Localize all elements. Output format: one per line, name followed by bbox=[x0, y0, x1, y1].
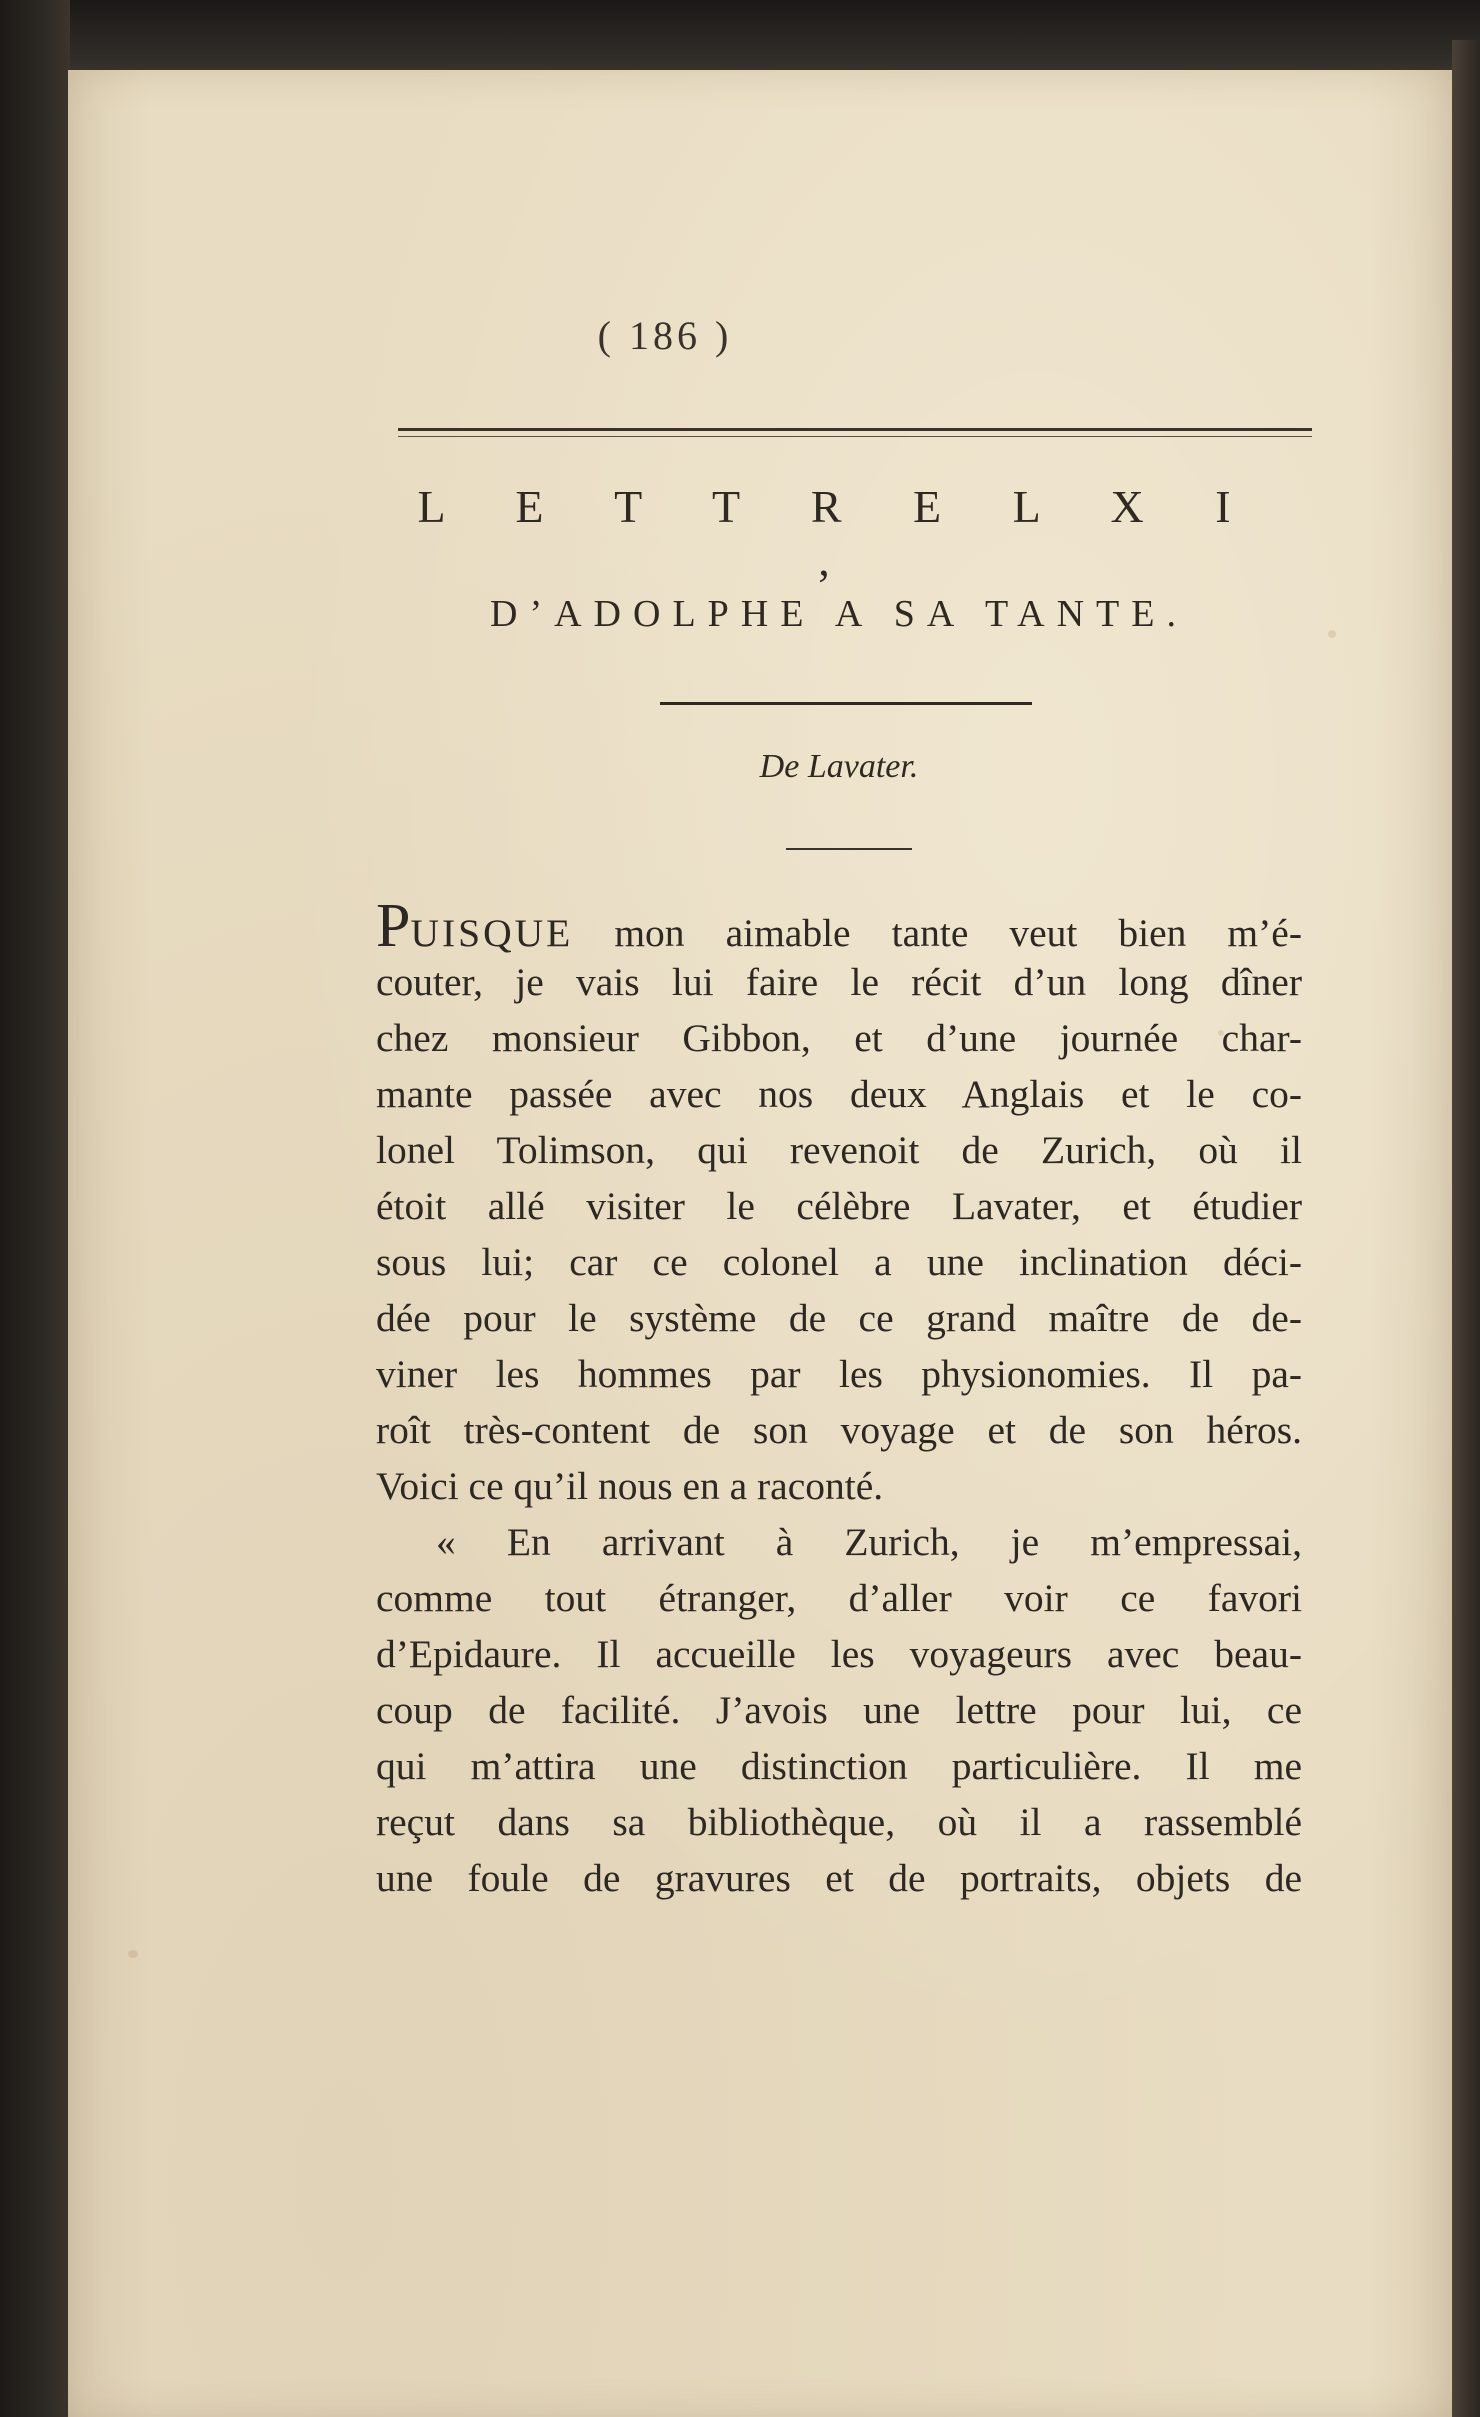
binding-top-edge bbox=[0, 0, 1480, 75]
text-line: chez monsieur Gibbon, et d’une journée char- bbox=[376, 1016, 1302, 1060]
short-rule bbox=[786, 848, 912, 850]
text-line: d’Epidaure. Il accueille les voyageurs avec beau- bbox=[376, 1632, 1302, 1676]
text-line: dée pour le système de ce grand maître de de- bbox=[376, 1296, 1302, 1340]
text-line: viner les hommes par les physionomies. Il pa- bbox=[376, 1352, 1302, 1396]
text-line: une foule de gravures et de portraits, objets de bbox=[376, 1856, 1302, 1900]
foxing-spot bbox=[1328, 630, 1336, 638]
text-line: lonel Tolimson, qui revenoit de Zurich, où il bbox=[376, 1128, 1302, 1172]
initial-capital: P bbox=[376, 892, 411, 960]
text-line: couter, je vais lui faire le récit d’un long dîner bbox=[376, 960, 1302, 1004]
text-line: « En arrivant à Zurich, je m’empressai, bbox=[436, 1520, 1302, 1564]
line-text: mon aimable tante veut bien m’é- bbox=[573, 911, 1302, 955]
text-line: étoit allé visiter le célèbre Lavater, et étudier bbox=[376, 1184, 1302, 1228]
letter-heading: L E T T R E L X I , bbox=[417, 481, 1261, 585]
text-line: coup de facilité. J’avois une lettre pour lui, ce bbox=[376, 1688, 1302, 1732]
binding-left-edge bbox=[0, 0, 70, 2417]
letter-place: De Lavater. bbox=[759, 748, 919, 785]
text-line: mante passée avec nos deux Anglais et le co- bbox=[376, 1072, 1302, 1116]
text-line: sous lui; car ce colonel a une inclination déci- bbox=[376, 1240, 1302, 1284]
section-rule bbox=[660, 702, 1032, 705]
text-line bbox=[376, 892, 1302, 960]
text-line: qui m’attira une distinction particulière. Il me bbox=[376, 1744, 1302, 1788]
small-caps-word: UISQUE bbox=[410, 911, 574, 955]
binding-right-edge bbox=[1452, 40, 1480, 2417]
foxing-spot bbox=[128, 1950, 138, 1958]
text-line: roît très-content de son voyage et de son héros. bbox=[376, 1408, 1302, 1452]
letter-body bbox=[376, 892, 1302, 1906]
text-line: reçut dans sa bibliothèque, où il a rassemblé bbox=[376, 1800, 1302, 1844]
text-line: Voici ce qu’il nous en a raconté. bbox=[376, 1464, 884, 1508]
letter-subheading: D’ADOLPHE A SA TANTE. bbox=[490, 593, 1188, 635]
page-number: ( 186 ) bbox=[597, 313, 733, 358]
text-line: comme tout étranger, d’aller voir ce favori bbox=[376, 1576, 1302, 1620]
header-double-rule bbox=[398, 428, 1312, 437]
